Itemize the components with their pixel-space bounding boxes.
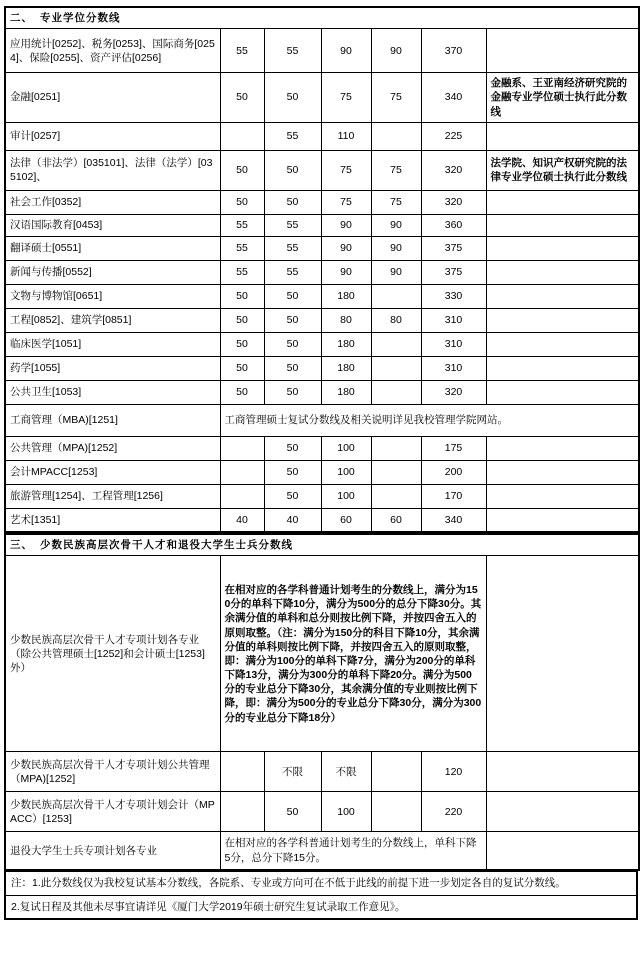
row-remark: 法学院、知识产权研究院的法律专业学位硕士执行此分数线 xyxy=(486,150,639,190)
score-subject4 xyxy=(371,436,421,460)
major-name: 公共卫生[1053] xyxy=(5,380,220,404)
row-remark xyxy=(486,122,639,150)
score-subject3: 75 xyxy=(321,73,371,123)
score-foreign: 55 xyxy=(264,214,321,236)
score-subject4: 75 xyxy=(371,150,421,190)
major-name: 法律（非法学）[035101]、法律（法学）[035102]、 xyxy=(5,150,220,190)
program-name: 退役大学生士兵专项计划各专业 xyxy=(5,832,220,870)
score-foreign: 50 xyxy=(264,332,321,356)
score-subject3: 60 xyxy=(321,508,371,532)
minority-rule-paragraph: 在相对应的各学科普通计划考生的分数线上，满分为150分的单科下降10分，满分为500分的总分下降30分。其余满分值的单科和总分则按比例下降，并按四舍五入的原则取整。（注：满分为150分的科目下降10分，其余满分值的单科则按比例下降，并按四舍五入的原则取整，即：满分为100分的单科下降7分，满分为200分的单科下降13分，满分为300分的单科下降20分。满分为500分的专业总分下降30分，其余满分值的专业则按比例下降，即：满分为500分的专业总分下降30分，满分为300分的专业总分下降18分） xyxy=(220,556,486,752)
score-subject4 xyxy=(371,460,421,484)
score-total: 340 xyxy=(421,73,486,123)
score-subject3: 80 xyxy=(321,308,371,332)
table-row xyxy=(5,792,639,832)
score-total: 225 xyxy=(421,122,486,150)
score-politics: 50 xyxy=(220,190,264,214)
table-row xyxy=(5,752,639,792)
score-subject3: 180 xyxy=(321,284,371,308)
score-foreign: 55 xyxy=(264,236,321,260)
score-total: 170 xyxy=(421,484,486,508)
score-total: 320 xyxy=(421,380,486,404)
score-subject4 xyxy=(371,332,421,356)
score-foreign: 55 xyxy=(264,122,321,150)
table-row xyxy=(5,214,639,236)
score-foreign: 50 xyxy=(264,308,321,332)
major-name: 应用统计[0252]、税务[0253]、国际商务[0254]、保险[0255]、资产评估[0256] xyxy=(5,29,220,73)
score-politics: 50 xyxy=(220,73,264,123)
row-remark xyxy=(486,752,639,792)
score-subject4: 75 xyxy=(371,73,421,123)
table-row xyxy=(5,236,639,260)
table-row xyxy=(5,356,639,380)
score-total: 310 xyxy=(421,308,486,332)
score-foreign: 50 xyxy=(264,380,321,404)
footnotes-table xyxy=(4,871,638,920)
score-foreign: 50 xyxy=(264,284,321,308)
table-row xyxy=(5,308,639,332)
footnote-1: 注：1.此分数线仅为我校复试基本分数线，各院系、专业或方向可在不低于此线的前提下进一步划定各自的复试分数线。 xyxy=(5,871,637,895)
score-total: 220 xyxy=(421,792,486,832)
score-subject3: 180 xyxy=(321,332,371,356)
score-subject4: 90 xyxy=(371,214,421,236)
score-politics: 55 xyxy=(220,236,264,260)
score-subject3: 90 xyxy=(321,236,371,260)
score-subject4 xyxy=(371,356,421,380)
row-remark xyxy=(486,284,639,308)
score-foreign: 50 xyxy=(264,190,321,214)
score-subject4 xyxy=(371,380,421,404)
row-remark xyxy=(486,484,639,508)
score-subject3: 110 xyxy=(321,122,371,150)
table-row xyxy=(5,150,639,190)
score-subject4 xyxy=(371,284,421,308)
section3-heading xyxy=(5,534,639,556)
row-remark xyxy=(486,260,639,284)
score-total: 175 xyxy=(421,436,486,460)
score-subject4: 75 xyxy=(371,190,421,214)
major-name: 汉语国际教育[0453] xyxy=(5,214,220,236)
score-subject4 xyxy=(371,122,421,150)
table-row xyxy=(5,122,639,150)
table-row xyxy=(5,436,639,460)
score-total: 120 xyxy=(421,752,486,792)
score-subject4: 80 xyxy=(371,308,421,332)
score-subject3: 100 xyxy=(321,460,371,484)
score-total: 330 xyxy=(421,284,486,308)
section2-number: 二、 xyxy=(10,12,33,24)
score-politics xyxy=(220,460,264,484)
major-name: 公共管理（MPA)[1252] xyxy=(5,436,220,460)
score-subject3: 75 xyxy=(321,150,371,190)
table-row xyxy=(5,73,639,123)
score-subject3: 100 xyxy=(321,436,371,460)
score-politics xyxy=(220,484,264,508)
score-subject3: 180 xyxy=(321,356,371,380)
row-remark xyxy=(486,792,639,832)
score-total: 310 xyxy=(421,356,486,380)
major-name: 审计[0257] xyxy=(5,122,220,150)
score-subject4: 90 xyxy=(371,236,421,260)
major-name: 新闻与传播[0552] xyxy=(5,260,220,284)
table-row xyxy=(5,332,639,356)
table-row-veteran xyxy=(5,832,639,870)
score-total: 320 xyxy=(421,150,486,190)
score-foreign: 50 xyxy=(264,356,321,380)
section3-title: 少数民族高层次骨干人才和退役大学生士兵分数线 xyxy=(40,539,293,552)
score-subject4: 90 xyxy=(371,29,421,73)
section3-number: 三、 xyxy=(10,539,33,552)
score-politics: 40 xyxy=(220,508,264,532)
score-subject3: 75 xyxy=(321,190,371,214)
row-remark xyxy=(486,556,639,752)
score-subject4 xyxy=(371,484,421,508)
score-subject3: 不限 xyxy=(321,752,371,792)
score-total: 375 xyxy=(421,236,486,260)
score-total: 320 xyxy=(421,190,486,214)
section2-heading-row xyxy=(5,7,639,29)
footnote-2: 2.复试日程及其他未尽事宜请详见《厦门大学2019年硕士研究生复试录取工作意见》。 xyxy=(5,895,637,919)
score-total: 360 xyxy=(421,214,486,236)
row-remark xyxy=(486,190,639,214)
score-foreign: 50 xyxy=(264,460,321,484)
score-politics xyxy=(220,436,264,460)
score-subject4: 60 xyxy=(371,508,421,532)
program-name: 少数民族高层次骨干人才专项计划公共管理（MPA)[1252] xyxy=(5,752,220,792)
score-politics: 50 xyxy=(220,380,264,404)
table-row xyxy=(5,284,639,308)
footnote-row xyxy=(5,871,637,895)
score-politics: 50 xyxy=(220,308,264,332)
section2-table xyxy=(4,6,640,533)
table-row xyxy=(5,29,639,73)
row-remark xyxy=(486,508,639,532)
score-subject3: 90 xyxy=(321,260,371,284)
section3-table xyxy=(4,533,640,871)
row-remark: 金融系、王亚南经济研究院的金融专业学位硕士执行此分数线 xyxy=(486,73,639,123)
table-row xyxy=(5,508,639,532)
score-foreign: 50 xyxy=(264,73,321,123)
score-subject3: 100 xyxy=(321,792,371,832)
row-remark xyxy=(486,308,639,332)
table-row xyxy=(5,260,639,284)
score-foreign: 50 xyxy=(264,484,321,508)
row-remark xyxy=(486,29,639,73)
major-name: 旅游管理[1254]、工程管理[1256] xyxy=(5,484,220,508)
program-name: 少数民族高层次骨干人才专项计划会计（MPACC）[1253] xyxy=(5,792,220,832)
major-name: 药学[1055] xyxy=(5,356,220,380)
mba-note: 工商管理硕士复试分数线及相关说明详见我校管理学院网站。 xyxy=(220,404,639,436)
score-politics: 50 xyxy=(220,356,264,380)
score-foreign: 50 xyxy=(264,150,321,190)
row-remark xyxy=(486,332,639,356)
score-politics: 55 xyxy=(220,214,264,236)
major-name: 社会工作[0352] xyxy=(5,190,220,214)
table-row-minority xyxy=(5,556,639,752)
row-remark xyxy=(486,832,639,870)
score-politics xyxy=(220,752,264,792)
row-remark xyxy=(486,214,639,236)
score-politics: 55 xyxy=(220,29,264,73)
program-name: 少数民族高层次骨干人才专项计划各专业（除公共管理硕士[1252]和会计硕士[1253]外） xyxy=(5,556,220,752)
major-name: 文物与博物馆[0651] xyxy=(5,284,220,308)
score-foreign: 40 xyxy=(264,508,321,532)
score-foreign: 不限 xyxy=(264,752,321,792)
score-total: 310 xyxy=(421,332,486,356)
table-row xyxy=(5,190,639,214)
major-name: 工商管理（MBA)[1251] xyxy=(5,404,220,436)
table-row xyxy=(5,380,639,404)
table-row xyxy=(5,460,639,484)
score-subject4 xyxy=(371,752,421,792)
major-name: 临床医学[1051] xyxy=(5,332,220,356)
major-name: 艺术[1351] xyxy=(5,508,220,532)
score-total: 370 xyxy=(421,29,486,73)
score-total: 375 xyxy=(421,260,486,284)
score-politics: 55 xyxy=(220,260,264,284)
score-subject3: 180 xyxy=(321,380,371,404)
score-subject3: 100 xyxy=(321,484,371,508)
major-name: 工程[0852]、建筑学[0851] xyxy=(5,308,220,332)
score-politics: 50 xyxy=(220,150,264,190)
veteran-rule-paragraph: 在相对应的各学科普通计划考生的分数线上，单科下降5分，总分下降15分。 xyxy=(220,832,486,870)
section3-heading-row xyxy=(5,534,639,556)
score-politics: 50 xyxy=(220,332,264,356)
row-remark xyxy=(486,460,639,484)
major-name: 会计MPACC[1253] xyxy=(5,460,220,484)
score-subject4 xyxy=(371,792,421,832)
row-remark xyxy=(486,380,639,404)
section2-title: 专业学位分数线 xyxy=(40,12,121,24)
score-total: 340 xyxy=(421,508,486,532)
score-foreign: 50 xyxy=(264,436,321,460)
table-row xyxy=(5,484,639,508)
footnote-row xyxy=(5,895,637,919)
score-foreign: 55 xyxy=(264,29,321,73)
score-politics: 50 xyxy=(220,284,264,308)
score-total: 200 xyxy=(421,460,486,484)
major-name: 翻译硕士[0551] xyxy=(5,236,220,260)
score-subject3: 90 xyxy=(321,29,371,73)
major-name: 金融[0251] xyxy=(5,73,220,123)
row-remark xyxy=(486,436,639,460)
score-politics xyxy=(220,122,264,150)
score-subject4: 90 xyxy=(371,260,421,284)
score-subject3: 90 xyxy=(321,214,371,236)
score-politics xyxy=(220,792,264,832)
score-foreign: 50 xyxy=(264,792,321,832)
row-remark xyxy=(486,236,639,260)
section2-heading xyxy=(5,7,639,29)
score-foreign: 55 xyxy=(264,260,321,284)
row-remark xyxy=(486,356,639,380)
table-row-mba xyxy=(5,404,639,436)
